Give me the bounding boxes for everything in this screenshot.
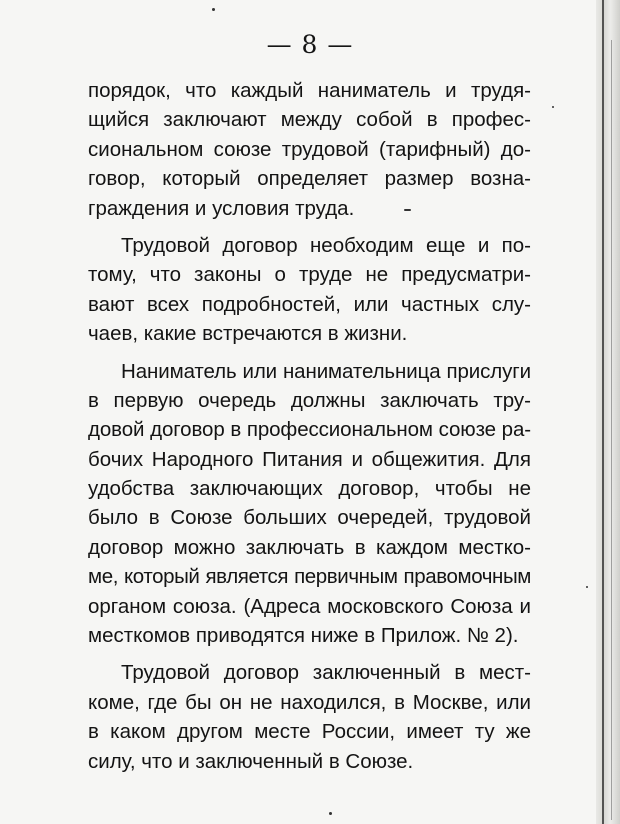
paper-speck xyxy=(329,812,332,815)
text-line: сиональном союзе трудовой (тарифный) до- xyxy=(88,137,531,161)
text-line: силу, что и заключенный в Союзе. xyxy=(88,749,414,773)
paragraph xyxy=(88,658,531,776)
text-line: Наниматель или нанимательница прислуги xyxy=(121,359,531,383)
text-line: Трудовой договор необходим еще и по- xyxy=(121,233,531,257)
paragraph xyxy=(88,231,531,349)
text-line: щийся заключают между собой в профес- xyxy=(88,108,531,132)
paper-speck xyxy=(586,586,588,588)
paper-speck xyxy=(212,8,215,11)
text-line: было в Союзе больших очередей, трудовой xyxy=(88,506,531,530)
text-line: Трудовой договор заключенный в мест- xyxy=(121,661,531,685)
text-line: в первую очередь должны заключать тру- xyxy=(88,388,531,412)
text-line: ме, который является первичным правомочным xyxy=(88,565,531,589)
text-line: бочих Народного Питания и общежития. Для xyxy=(88,447,531,471)
text-line: в каком другом месте России, имеет ту же xyxy=(88,720,531,744)
page-gutter-fold xyxy=(611,40,612,820)
text-line: тому, что законы о труде не предусматри- xyxy=(88,263,531,287)
text-line: вают всех подробностей, или частных слу- xyxy=(88,292,531,316)
text-line: договор можно заключать в каждом местко- xyxy=(88,535,531,559)
text-line: органом союза. (Адреса московского Союза и xyxy=(88,594,531,618)
page-gutter-shadow xyxy=(596,0,620,824)
text-line: чаев, какие встречаются в жизни. xyxy=(88,322,408,346)
text-line: говор, который определяет размер возна- xyxy=(88,167,531,191)
text-line: довой договор в профессиональном союзе ра- xyxy=(88,418,531,442)
paragraph xyxy=(88,76,531,223)
page-number: — 8 — xyxy=(266,30,354,59)
paragraph xyxy=(88,357,531,651)
body-text xyxy=(88,76,531,776)
text-line: граждения и условия труда. xyxy=(88,196,355,220)
text-line: удобства заключающих договор, чтобы не xyxy=(88,477,531,501)
page-gutter-edge xyxy=(602,0,604,824)
text-line: порядок, что каждый наниматель и трудя- xyxy=(88,79,531,102)
text-line: коме, где бы он не находился, в Москве, или xyxy=(88,690,531,714)
paper-speck xyxy=(552,106,554,108)
text-line: месткомов приводятся ниже в Прилож. № 2). xyxy=(88,624,519,648)
